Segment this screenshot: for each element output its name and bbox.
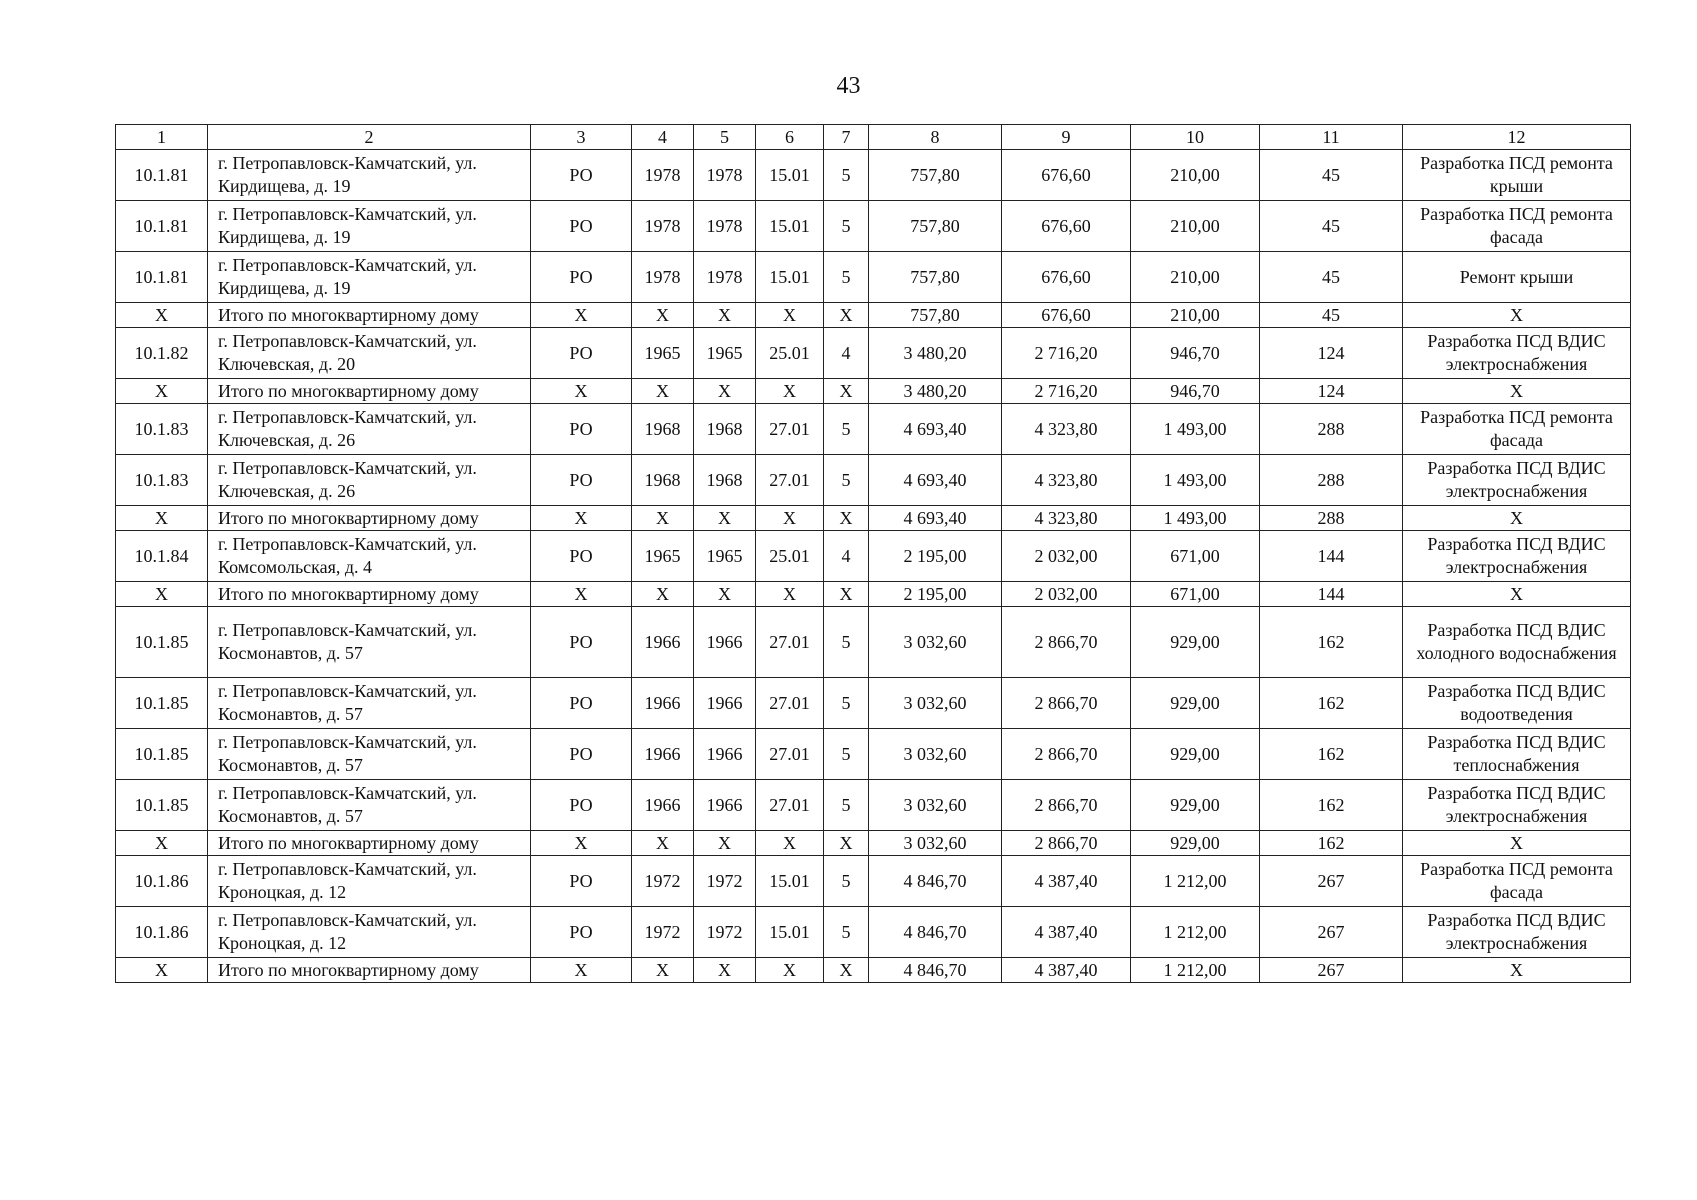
floors-cell: 5: [824, 856, 869, 907]
column-header: 8: [869, 125, 1002, 150]
residents-cell: 288: [1260, 404, 1403, 455]
work-type-cell: Разработка ПСД ВДИС электроснабжения: [1403, 531, 1631, 582]
floors-cell: 5: [824, 907, 869, 958]
table-total-row: [116, 958, 1631, 983]
owner-type-cell: РО: [531, 678, 632, 729]
table-row: [116, 907, 1631, 958]
table-total-row: [116, 831, 1631, 856]
address-cell: Итого по многоквартирному дому: [208, 303, 531, 328]
table-row: [116, 404, 1631, 455]
floors-cell: Х: [824, 303, 869, 328]
table-row: [116, 328, 1631, 379]
wall-material-cell: 15.01: [756, 856, 824, 907]
table-row: [116, 729, 1631, 780]
wall-material-cell: Х: [756, 506, 824, 531]
work-type-cell: Разработка ПСД ВДИС электроснабжения: [1403, 780, 1631, 831]
residents-cell: 162: [1260, 729, 1403, 780]
address-cell: г. Петропавловск-Камчатский, ул. Космонавтов, д. 57: [208, 780, 531, 831]
residents-cell: 124: [1260, 379, 1403, 404]
floors-cell: Х: [824, 831, 869, 856]
residential-area-cell: 2 866,70: [1002, 780, 1131, 831]
total-area-cell: 4 846,70: [869, 907, 1002, 958]
residents-cell: 144: [1260, 582, 1403, 607]
address-cell: г. Петропавловск-Камчатский, ул. Комсомольская, д. 4: [208, 531, 531, 582]
build-year-cell: Х: [632, 379, 694, 404]
total-area-cell: 2 195,00: [869, 531, 1002, 582]
common-area-cell: 929,00: [1131, 729, 1260, 780]
table-row: [116, 607, 1631, 678]
commission-year-cell: Х: [694, 506, 756, 531]
build-year-cell: Х: [632, 582, 694, 607]
commission-year-cell: 1972: [694, 907, 756, 958]
residents-cell: 267: [1260, 856, 1403, 907]
work-type-cell: Разработка ПСД ремонта фасада: [1403, 856, 1631, 907]
residential-area-cell: 4 387,40: [1002, 856, 1131, 907]
commission-year-cell: 1965: [694, 531, 756, 582]
column-header: 2: [208, 125, 531, 150]
wall-material-cell: 27.01: [756, 455, 824, 506]
address-cell: г. Петропавловск-Камчатский, ул. Космонавтов, д. 57: [208, 729, 531, 780]
table-row: [116, 150, 1631, 201]
item-number-cell: 10.1.81: [116, 201, 208, 252]
table-total-row: [116, 303, 1631, 328]
commission-year-cell: Х: [694, 379, 756, 404]
column-header: 3: [531, 125, 632, 150]
wall-material-cell: 15.01: [756, 907, 824, 958]
common-area-cell: 1 212,00: [1131, 856, 1260, 907]
register-table: [115, 124, 1631, 983]
build-year-cell: 1968: [632, 404, 694, 455]
address-cell: Итого по многоквартирному дому: [208, 379, 531, 404]
build-year-cell: 1966: [632, 607, 694, 678]
residents-cell: 45: [1260, 201, 1403, 252]
column-header: 5: [694, 125, 756, 150]
address-cell: г. Петропавловск-Камчатский, ул. Космонавтов, д. 57: [208, 607, 531, 678]
wall-material-cell: Х: [756, 831, 824, 856]
floors-cell: 5: [824, 150, 869, 201]
item-number-cell: Х: [116, 958, 208, 983]
work-type-cell: Разработка ПСД ВДИС холодного водоснабжения: [1403, 607, 1631, 678]
common-area-cell: 210,00: [1131, 201, 1260, 252]
owner-type-cell: РО: [531, 907, 632, 958]
residents-cell: 45: [1260, 303, 1403, 328]
residential-area-cell: 2 032,00: [1002, 531, 1131, 582]
item-number-cell: 10.1.83: [116, 455, 208, 506]
floors-cell: 5: [824, 607, 869, 678]
item-number-cell: 10.1.84: [116, 531, 208, 582]
work-type-cell: Разработка ПСД ВДИС теплоснабжения: [1403, 729, 1631, 780]
build-year-cell: 1972: [632, 856, 694, 907]
floors-cell: Х: [824, 958, 869, 983]
owner-type-cell: Х: [531, 303, 632, 328]
total-area-cell: 3 480,20: [869, 328, 1002, 379]
address-cell: Итого по многоквартирному дому: [208, 958, 531, 983]
common-area-cell: 929,00: [1131, 607, 1260, 678]
wall-material-cell: 27.01: [756, 404, 824, 455]
item-number-cell: Х: [116, 303, 208, 328]
work-type-cell: Разработка ПСД ремонта фасада: [1403, 404, 1631, 455]
address-cell: Итого по многоквартирному дому: [208, 506, 531, 531]
address-cell: г. Петропавловск-Камчатский, ул. Кирдищева, д. 19: [208, 252, 531, 303]
total-area-cell: 4 846,70: [869, 958, 1002, 983]
residential-area-cell: 2 716,20: [1002, 328, 1131, 379]
column-number-row: [116, 125, 1631, 150]
item-number-cell: 10.1.86: [116, 907, 208, 958]
work-type-cell: Х: [1403, 958, 1631, 983]
work-type-cell: Разработка ПСД ВДИС электроснабжения: [1403, 328, 1631, 379]
item-number-cell: 10.1.81: [116, 150, 208, 201]
wall-material-cell: Х: [756, 958, 824, 983]
build-year-cell: 1965: [632, 328, 694, 379]
common-area-cell: 210,00: [1131, 303, 1260, 328]
item-number-cell: 10.1.86: [116, 856, 208, 907]
residential-area-cell: 676,60: [1002, 303, 1131, 328]
wall-material-cell: Х: [756, 379, 824, 404]
residential-area-cell: 2 716,20: [1002, 379, 1131, 404]
owner-type-cell: Х: [531, 379, 632, 404]
total-area-cell: 3 032,60: [869, 607, 1002, 678]
owner-type-cell: Х: [531, 958, 632, 983]
table-row: [116, 455, 1631, 506]
column-header: 10: [1131, 125, 1260, 150]
commission-year-cell: 1968: [694, 404, 756, 455]
item-number-cell: Х: [116, 582, 208, 607]
address-cell: Итого по многоквартирному дому: [208, 582, 531, 607]
work-type-cell: Разработка ПСД ВДИС водоотведения: [1403, 678, 1631, 729]
residential-area-cell: 676,60: [1002, 150, 1131, 201]
work-type-cell: Х: [1403, 582, 1631, 607]
owner-type-cell: Х: [531, 506, 632, 531]
residents-cell: 45: [1260, 150, 1403, 201]
residential-area-cell: 2 866,70: [1002, 831, 1131, 856]
common-area-cell: 946,70: [1131, 328, 1260, 379]
work-type-cell: Ремонт крыши: [1403, 252, 1631, 303]
total-area-cell: 757,80: [869, 252, 1002, 303]
owner-type-cell: РО: [531, 856, 632, 907]
table-row: [116, 252, 1631, 303]
floors-cell: 5: [824, 252, 869, 303]
common-area-cell: 946,70: [1131, 379, 1260, 404]
total-area-cell: 3 032,60: [869, 780, 1002, 831]
owner-type-cell: РО: [531, 328, 632, 379]
table-body: [116, 150, 1631, 983]
build-year-cell: 1966: [632, 678, 694, 729]
wall-material-cell: Х: [756, 303, 824, 328]
wall-material-cell: 15.01: [756, 150, 824, 201]
wall-material-cell: 27.01: [756, 780, 824, 831]
total-area-cell: 4 693,40: [869, 455, 1002, 506]
residential-area-cell: 676,60: [1002, 201, 1131, 252]
table-row: [116, 856, 1631, 907]
commission-year-cell: Х: [694, 303, 756, 328]
total-area-cell: 3 032,60: [869, 678, 1002, 729]
residential-area-cell: 2 866,70: [1002, 729, 1131, 780]
floors-cell: 4: [824, 531, 869, 582]
item-number-cell: 10.1.85: [116, 607, 208, 678]
wall-material-cell: Х: [756, 582, 824, 607]
common-area-cell: 210,00: [1131, 150, 1260, 201]
residential-area-cell: 2 866,70: [1002, 678, 1131, 729]
common-area-cell: 1 212,00: [1131, 958, 1260, 983]
residential-area-cell: 676,60: [1002, 252, 1131, 303]
total-area-cell: 4 693,40: [869, 506, 1002, 531]
owner-type-cell: РО: [531, 201, 632, 252]
common-area-cell: 1 493,00: [1131, 455, 1260, 506]
commission-year-cell: Х: [694, 582, 756, 607]
residential-area-cell: 4 387,40: [1002, 907, 1131, 958]
residents-cell: 162: [1260, 607, 1403, 678]
build-year-cell: Х: [632, 506, 694, 531]
total-area-cell: 3 480,20: [869, 379, 1002, 404]
address-cell: г. Петропавловск-Камчатский, ул. Ключевская, д. 26: [208, 455, 531, 506]
wall-material-cell: 25.01: [756, 531, 824, 582]
residents-cell: 267: [1260, 907, 1403, 958]
column-header: 6: [756, 125, 824, 150]
floors-cell: 5: [824, 201, 869, 252]
table-total-row: [116, 379, 1631, 404]
work-type-cell: Разработка ПСД ВДИС электроснабжения: [1403, 455, 1631, 506]
owner-type-cell: РО: [531, 729, 632, 780]
address-cell: г. Петропавловск-Камчатский, ул. Ключевская, д. 26: [208, 404, 531, 455]
table-row: [116, 780, 1631, 831]
build-year-cell: 1972: [632, 907, 694, 958]
floors-cell: 5: [824, 404, 869, 455]
common-area-cell: 1 212,00: [1131, 907, 1260, 958]
floors-cell: 4: [824, 328, 869, 379]
residential-area-cell: 4 323,80: [1002, 455, 1131, 506]
residents-cell: 288: [1260, 506, 1403, 531]
commission-year-cell: 1978: [694, 201, 756, 252]
build-year-cell: 1965: [632, 531, 694, 582]
commission-year-cell: Х: [694, 958, 756, 983]
commission-year-cell: 1966: [694, 678, 756, 729]
column-header: 1: [116, 125, 208, 150]
total-area-cell: 757,80: [869, 201, 1002, 252]
common-area-cell: 671,00: [1131, 531, 1260, 582]
total-area-cell: 2 195,00: [869, 582, 1002, 607]
item-number-cell: 10.1.81: [116, 252, 208, 303]
address-cell: г. Петропавловск-Камчатский, ул. Ключевская, д. 20: [208, 328, 531, 379]
total-area-cell: 3 032,60: [869, 831, 1002, 856]
residents-cell: 162: [1260, 831, 1403, 856]
build-year-cell: Х: [632, 958, 694, 983]
address-cell: г. Петропавловск-Камчатский, ул. Кроноцкая, д. 12: [208, 907, 531, 958]
item-number-cell: Х: [116, 379, 208, 404]
residential-area-cell: 4 387,40: [1002, 958, 1131, 983]
build-year-cell: 1968: [632, 455, 694, 506]
column-header: 4: [632, 125, 694, 150]
address-cell: г. Петропавловск-Камчатский, ул. Кирдищева, д. 19: [208, 201, 531, 252]
residents-cell: 288: [1260, 455, 1403, 506]
item-number-cell: 10.1.83: [116, 404, 208, 455]
work-type-cell: Х: [1403, 506, 1631, 531]
commission-year-cell: 1966: [694, 607, 756, 678]
residents-cell: 267: [1260, 958, 1403, 983]
total-area-cell: 4 846,70: [869, 856, 1002, 907]
wall-material-cell: 27.01: [756, 607, 824, 678]
total-area-cell: 757,80: [869, 303, 1002, 328]
owner-type-cell: РО: [531, 252, 632, 303]
commission-year-cell: 1965: [694, 328, 756, 379]
floors-cell: 5: [824, 678, 869, 729]
column-header: 11: [1260, 125, 1403, 150]
floors-cell: Х: [824, 506, 869, 531]
owner-type-cell: РО: [531, 607, 632, 678]
owner-type-cell: Х: [531, 582, 632, 607]
residents-cell: 162: [1260, 678, 1403, 729]
address-cell: г. Петропавловск-Камчатский, ул. Кирдищева, д. 19: [208, 150, 531, 201]
residents-cell: 162: [1260, 780, 1403, 831]
residents-cell: 45: [1260, 252, 1403, 303]
commission-year-cell: 1978: [694, 150, 756, 201]
wall-material-cell: 15.01: [756, 252, 824, 303]
commission-year-cell: 1978: [694, 252, 756, 303]
address-cell: г. Петропавловск-Камчатский, ул. Космонавтов, д. 57: [208, 678, 531, 729]
item-number-cell: 10.1.82: [116, 328, 208, 379]
owner-type-cell: РО: [531, 404, 632, 455]
address-cell: Итого по многоквартирному дому: [208, 831, 531, 856]
work-type-cell: Разработка ПСД ремонта крыши: [1403, 150, 1631, 201]
common-area-cell: 210,00: [1131, 252, 1260, 303]
wall-material-cell: 27.01: [756, 678, 824, 729]
work-type-cell: Разработка ПСД ремонта фасада: [1403, 201, 1631, 252]
common-area-cell: 929,00: [1131, 831, 1260, 856]
wall-material-cell: 25.01: [756, 328, 824, 379]
item-number-cell: Х: [116, 506, 208, 531]
commission-year-cell: 1966: [694, 729, 756, 780]
common-area-cell: 929,00: [1131, 780, 1260, 831]
floors-cell: Х: [824, 379, 869, 404]
build-year-cell: 1966: [632, 729, 694, 780]
floors-cell: 5: [824, 729, 869, 780]
owner-type-cell: РО: [531, 455, 632, 506]
work-type-cell: Х: [1403, 831, 1631, 856]
table-row: [116, 531, 1631, 582]
build-year-cell: 1966: [632, 780, 694, 831]
build-year-cell: Х: [632, 831, 694, 856]
item-number-cell: 10.1.85: [116, 729, 208, 780]
total-area-cell: 3 032,60: [869, 729, 1002, 780]
owner-type-cell: РО: [531, 150, 632, 201]
residential-area-cell: 4 323,80: [1002, 404, 1131, 455]
owner-type-cell: РО: [531, 531, 632, 582]
owner-type-cell: Х: [531, 831, 632, 856]
floors-cell: 5: [824, 780, 869, 831]
table-total-row: [116, 506, 1631, 531]
total-area-cell: 757,80: [869, 150, 1002, 201]
column-header: 7: [824, 125, 869, 150]
item-number-cell: 10.1.85: [116, 780, 208, 831]
work-type-cell: Х: [1403, 303, 1631, 328]
wall-material-cell: 15.01: [756, 201, 824, 252]
table-row: [116, 201, 1631, 252]
floors-cell: 5: [824, 455, 869, 506]
column-header: 9: [1002, 125, 1131, 150]
table-row: [116, 678, 1631, 729]
residential-area-cell: 4 323,80: [1002, 506, 1131, 531]
common-area-cell: 671,00: [1131, 582, 1260, 607]
residents-cell: 124: [1260, 328, 1403, 379]
address-cell: г. Петропавловск-Камчатский, ул. Кроноцкая, д. 12: [208, 856, 531, 907]
total-area-cell: 4 693,40: [869, 404, 1002, 455]
build-year-cell: 1978: [632, 201, 694, 252]
build-year-cell: 1978: [632, 150, 694, 201]
work-type-cell: Разработка ПСД ВДИС электроснабжения: [1403, 907, 1631, 958]
common-area-cell: 1 493,00: [1131, 506, 1260, 531]
residential-area-cell: 2 032,00: [1002, 582, 1131, 607]
common-area-cell: 1 493,00: [1131, 404, 1260, 455]
wall-material-cell: 27.01: [756, 729, 824, 780]
commission-year-cell: 1972: [694, 856, 756, 907]
build-year-cell: 1978: [632, 252, 694, 303]
work-type-cell: Х: [1403, 379, 1631, 404]
common-area-cell: 929,00: [1131, 678, 1260, 729]
residential-area-cell: 2 866,70: [1002, 607, 1131, 678]
residents-cell: 144: [1260, 531, 1403, 582]
build-year-cell: Х: [632, 303, 694, 328]
item-number-cell: 10.1.85: [116, 678, 208, 729]
commission-year-cell: Х: [694, 831, 756, 856]
commission-year-cell: 1968: [694, 455, 756, 506]
owner-type-cell: РО: [531, 780, 632, 831]
page-number: 43: [836, 73, 861, 99]
item-number-cell: Х: [116, 831, 208, 856]
floors-cell: Х: [824, 582, 869, 607]
table-total-row: [116, 582, 1631, 607]
commission-year-cell: 1966: [694, 780, 756, 831]
column-header: 12: [1403, 125, 1631, 150]
